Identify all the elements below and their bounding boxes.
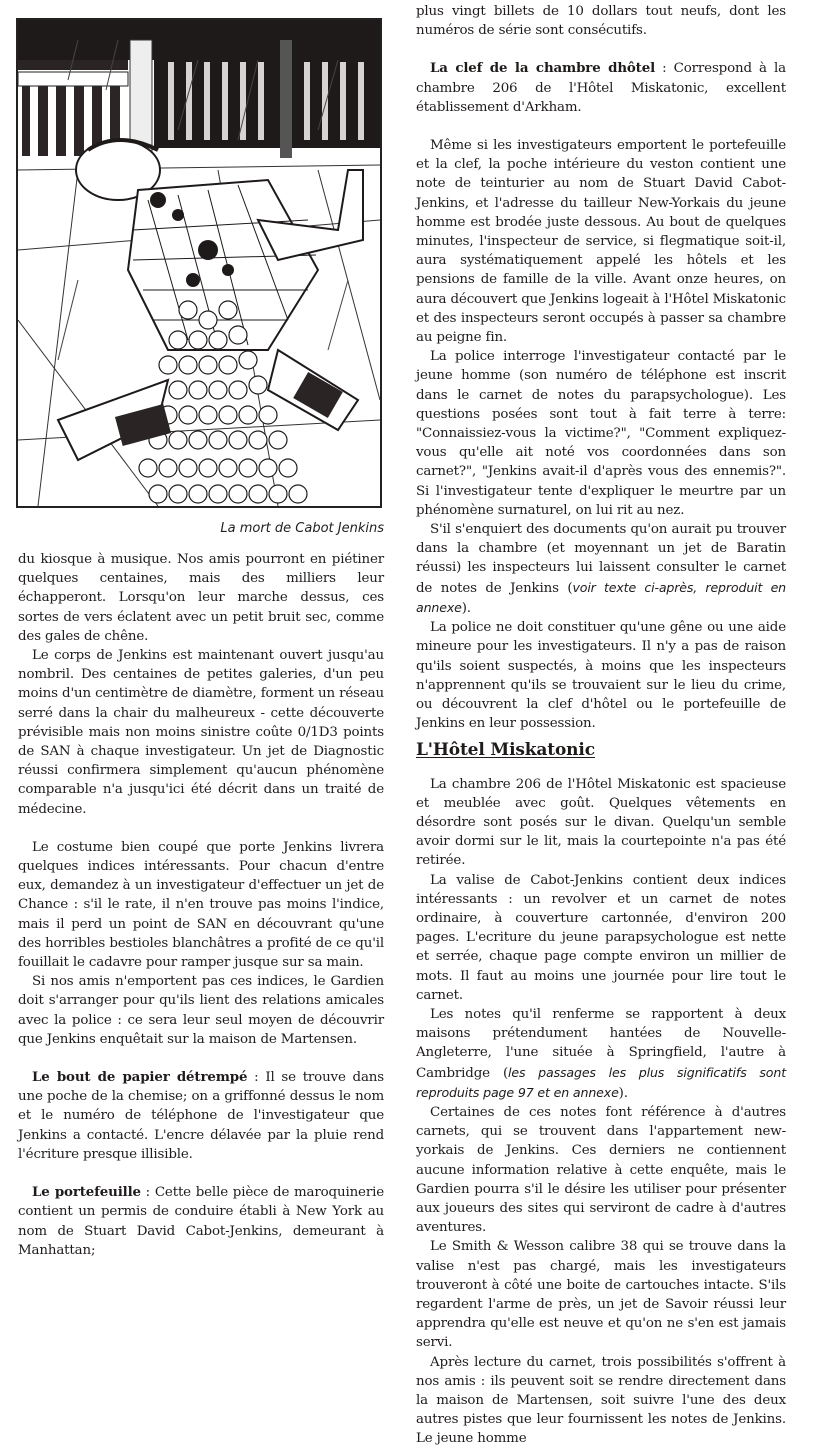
- clue-paragraph-wallet: [18, 1183, 384, 1260]
- text: S'il s'enquiert des documents qu'on aurait pu trouver dans la chambre (et moyennant un jet de Baratin réussi) les inspecteurs lui laissent consulter le carnet de notes de Jenkins (: [416, 522, 786, 596]
- paragraph: Le corps de Jenkins est maintenant ouvert jusqu'au nombril. Des centaines de petites galeries, d'un peu moins d'un centimètre de diamètre, forment un réseau serré dans la chair du malheureux - cette découverte prévisible mais non moins sinistre coûte 0/1D3 points de SAN à chaque investigateur. Un jet de Diagnostic réussi confirmera simplement qu'aucun phénomène comparable n'a jusqu'ici été décrit dans un traité de médecine.: [18, 648, 384, 817]
- paragraph: Même si les investigateurs emportent le portefeuille et la clef, la poche intérieure du veston contient une note de teinturier au nom de Stuart David Cabot-Jenkins, et l'adresse du tailleur New-Yorkais du jeune homme est brodée juste dessous. Au bout de quelques minutes, l'inspecteur de service, si flegmatique soit-il, aura systématiquement appelé les hôtels et les pensions de famille de la ville. Avant onze heures, on aura découvert que Jenkins logeait à l'Hôtel Miskatonic et des inspecteurs seront occupés à passer sa chambre au peigne fin.: [416, 138, 786, 346]
- illustration-drawing: [18, 20, 380, 506]
- clue-text: : Il se trouve dans une poche de la chemise; on a griffonné dessus le nom et le numéro de téléphone de l'investigateur que Jenkins a contacté. L'encre délavée par la pluie rend l'écriture presque illisible.: [18, 1070, 385, 1162]
- figure-caption: La mort de Cabot Jenkins: [220, 521, 384, 536]
- paragraph: [416, 520, 786, 618]
- clue-title: Le bout de papier détrempé: [32, 1069, 248, 1086]
- clue-title: Le portefeuille: [32, 1184, 141, 1201]
- clue-paragraph-hotel-key: [416, 59, 786, 117]
- paragraph: La police ne doit constituer qu'une gêne ou une aide mineure pour les investigateurs. Il n'y a pas de raison qu'ils soient suspectés, à moins que les inspecteurs n'apprennent qu'ils se trouvaient sur le lieu du crime, ou découvrent la clef d'hôtel ou le portefeuille de Jenkins en leur possession.: [416, 620, 786, 732]
- italic-note: voir texte ci-après, reproduit en annexe: [416, 579, 786, 615]
- paragraph: Si nos amis n'emportent pas ces indices, le Gardien doit s'arranger pour qu'ils lient des relations amicales avec la police : ce sera leur seul moyen de découvrir que Jenkins enquêtait sur la maison de Martensen.: [18, 974, 384, 1047]
- clue-title: La clef de la chambre dhôtel: [430, 60, 656, 77]
- right-column: [416, 2, 786, 1449]
- clue-paragraph-wet-paper: [18, 1068, 384, 1164]
- paragraph: Le costume bien coupé que porte Jenkins livrera quelques indices intéressants. Pour chacun d'entre eux, demandez à un investigateur d'effectuer un jet de Chance : s'il le rate, il n'en trouve pas moins l'indice, mais il perd un point de SAN en découvrant qu'une des horribles bestioles blanchâtres a profité de ce qu'il fouillait le cadavre pour ramper jusque sur sa main.: [18, 839, 384, 971]
- paragraph: plus vingt billets de 10 dollars tout neufs, dont les numéros de série sont consécutifs.: [416, 4, 786, 39]
- paragraph: du kiosque à musique. Nos amis pourront en piétiner quelques centaines, mais des milliers leur échapperont. Lorsqu'on leur marche dessus, ces sortes de vers éclatent avec un petit bruit sec, comme des gales de chêne.: [18, 552, 384, 644]
- text: Les notes qu'il renferme se rapportent à deux maisons prétendument hantées de Nouvelle-Angleterre, l'une située à Springfield, l'autre à Cambridge (: [416, 1006, 786, 1081]
- paragraph: Certaines de ces notes font référence à d'autres carnets, qui se trouvent dans l'appartement new-yorkais de Jenkins. Ces derniers ne contiennent aucune information relative à cette enquête, mais le Gardien pourra s'il le désire les utiliser pour présenter aux joueurs des sites qui serviront de cadre à d'autres aventures.: [416, 1104, 786, 1236]
- left-column: [18, 550, 384, 1260]
- section-heading: L'Hôtel Miskatonic: [416, 740, 595, 761]
- illustration-death-of-cabot-jenkins: [16, 18, 382, 508]
- italic-note: les passages les plus significatifs sont reproduits page 97 et en annexe: [416, 1064, 786, 1100]
- paragraph: Après lecture du carnet, trois possibilités s'offrent à nos amis : ils peuvent soit se rendre directement dans la maison de Martensen, soit suivre l'une des deux autres pistes que leur fournissent les notes de Jenkins. Le jeune homme: [416, 1354, 786, 1447]
- text: ).: [618, 1085, 628, 1101]
- paragraph: La valise de Cabot-Jenkins contient deux indices intéressants : un revolver et un carnet de notes ordinaire, à couverture cartonnée, d'environ 200 pages. L'ecriture du jeune parapsychologue est nette et serrée, chaque page compte environ un millier de mots. Il faut au moins une journée pour lire tout le carnet.: [416, 872, 786, 1003]
- clue-text: : Cette belle pièce de maroquinerie contient un permis de conduire établi à New York au nom de Stuart David Cabot-Jenkins, demeurant à Manhattan;: [18, 1185, 384, 1258]
- paragraph: [416, 1005, 786, 1103]
- text: ).: [461, 600, 471, 616]
- paragraph: Le Smith & Wesson calibre 38 qui se trouve dans la valise n'est pas chargé, mais les investigateurs trouveront à côté une boite de cartouches intacte. S'ils regardent l'arme de près, un jet de Savoir réussi leur apprendra qu'elle est neuve et qu'on ne s'en est jamais servi.: [416, 1239, 786, 1351]
- paragraph: La police interroge l'investigateur contacté par le jeune homme (son numéro de téléphone est inscrit dans le carnet de notes du parapsychologue). Les questions posées sont tout à fait terre à terre: "Connaissiez-vous la victime?", "Comment expliquez-vous qu'elle ait noté vos coordonnées dans son carnet?", "Jenkins avait-il d'après vous des ennemis?". Si l'investigateur tente d'expliquer le meurtre par un phénomène surnaturel, on lui rit au nez.: [416, 349, 786, 518]
- paragraph: La chambre 206 de l'Hôtel Miskatonic est spacieuse et meublée avec goût. Quelques vêtements en désordre sont posés sur le divan. Quelqu'un semble avoir dormi sur le lit, mais la courtepointe n'a pas été retirée.: [416, 776, 786, 869]
- clue-text: : Correspond à la chambre 206 de l'Hôtel Miskatonic, excellent établissement d'Arkham.: [416, 61, 786, 115]
